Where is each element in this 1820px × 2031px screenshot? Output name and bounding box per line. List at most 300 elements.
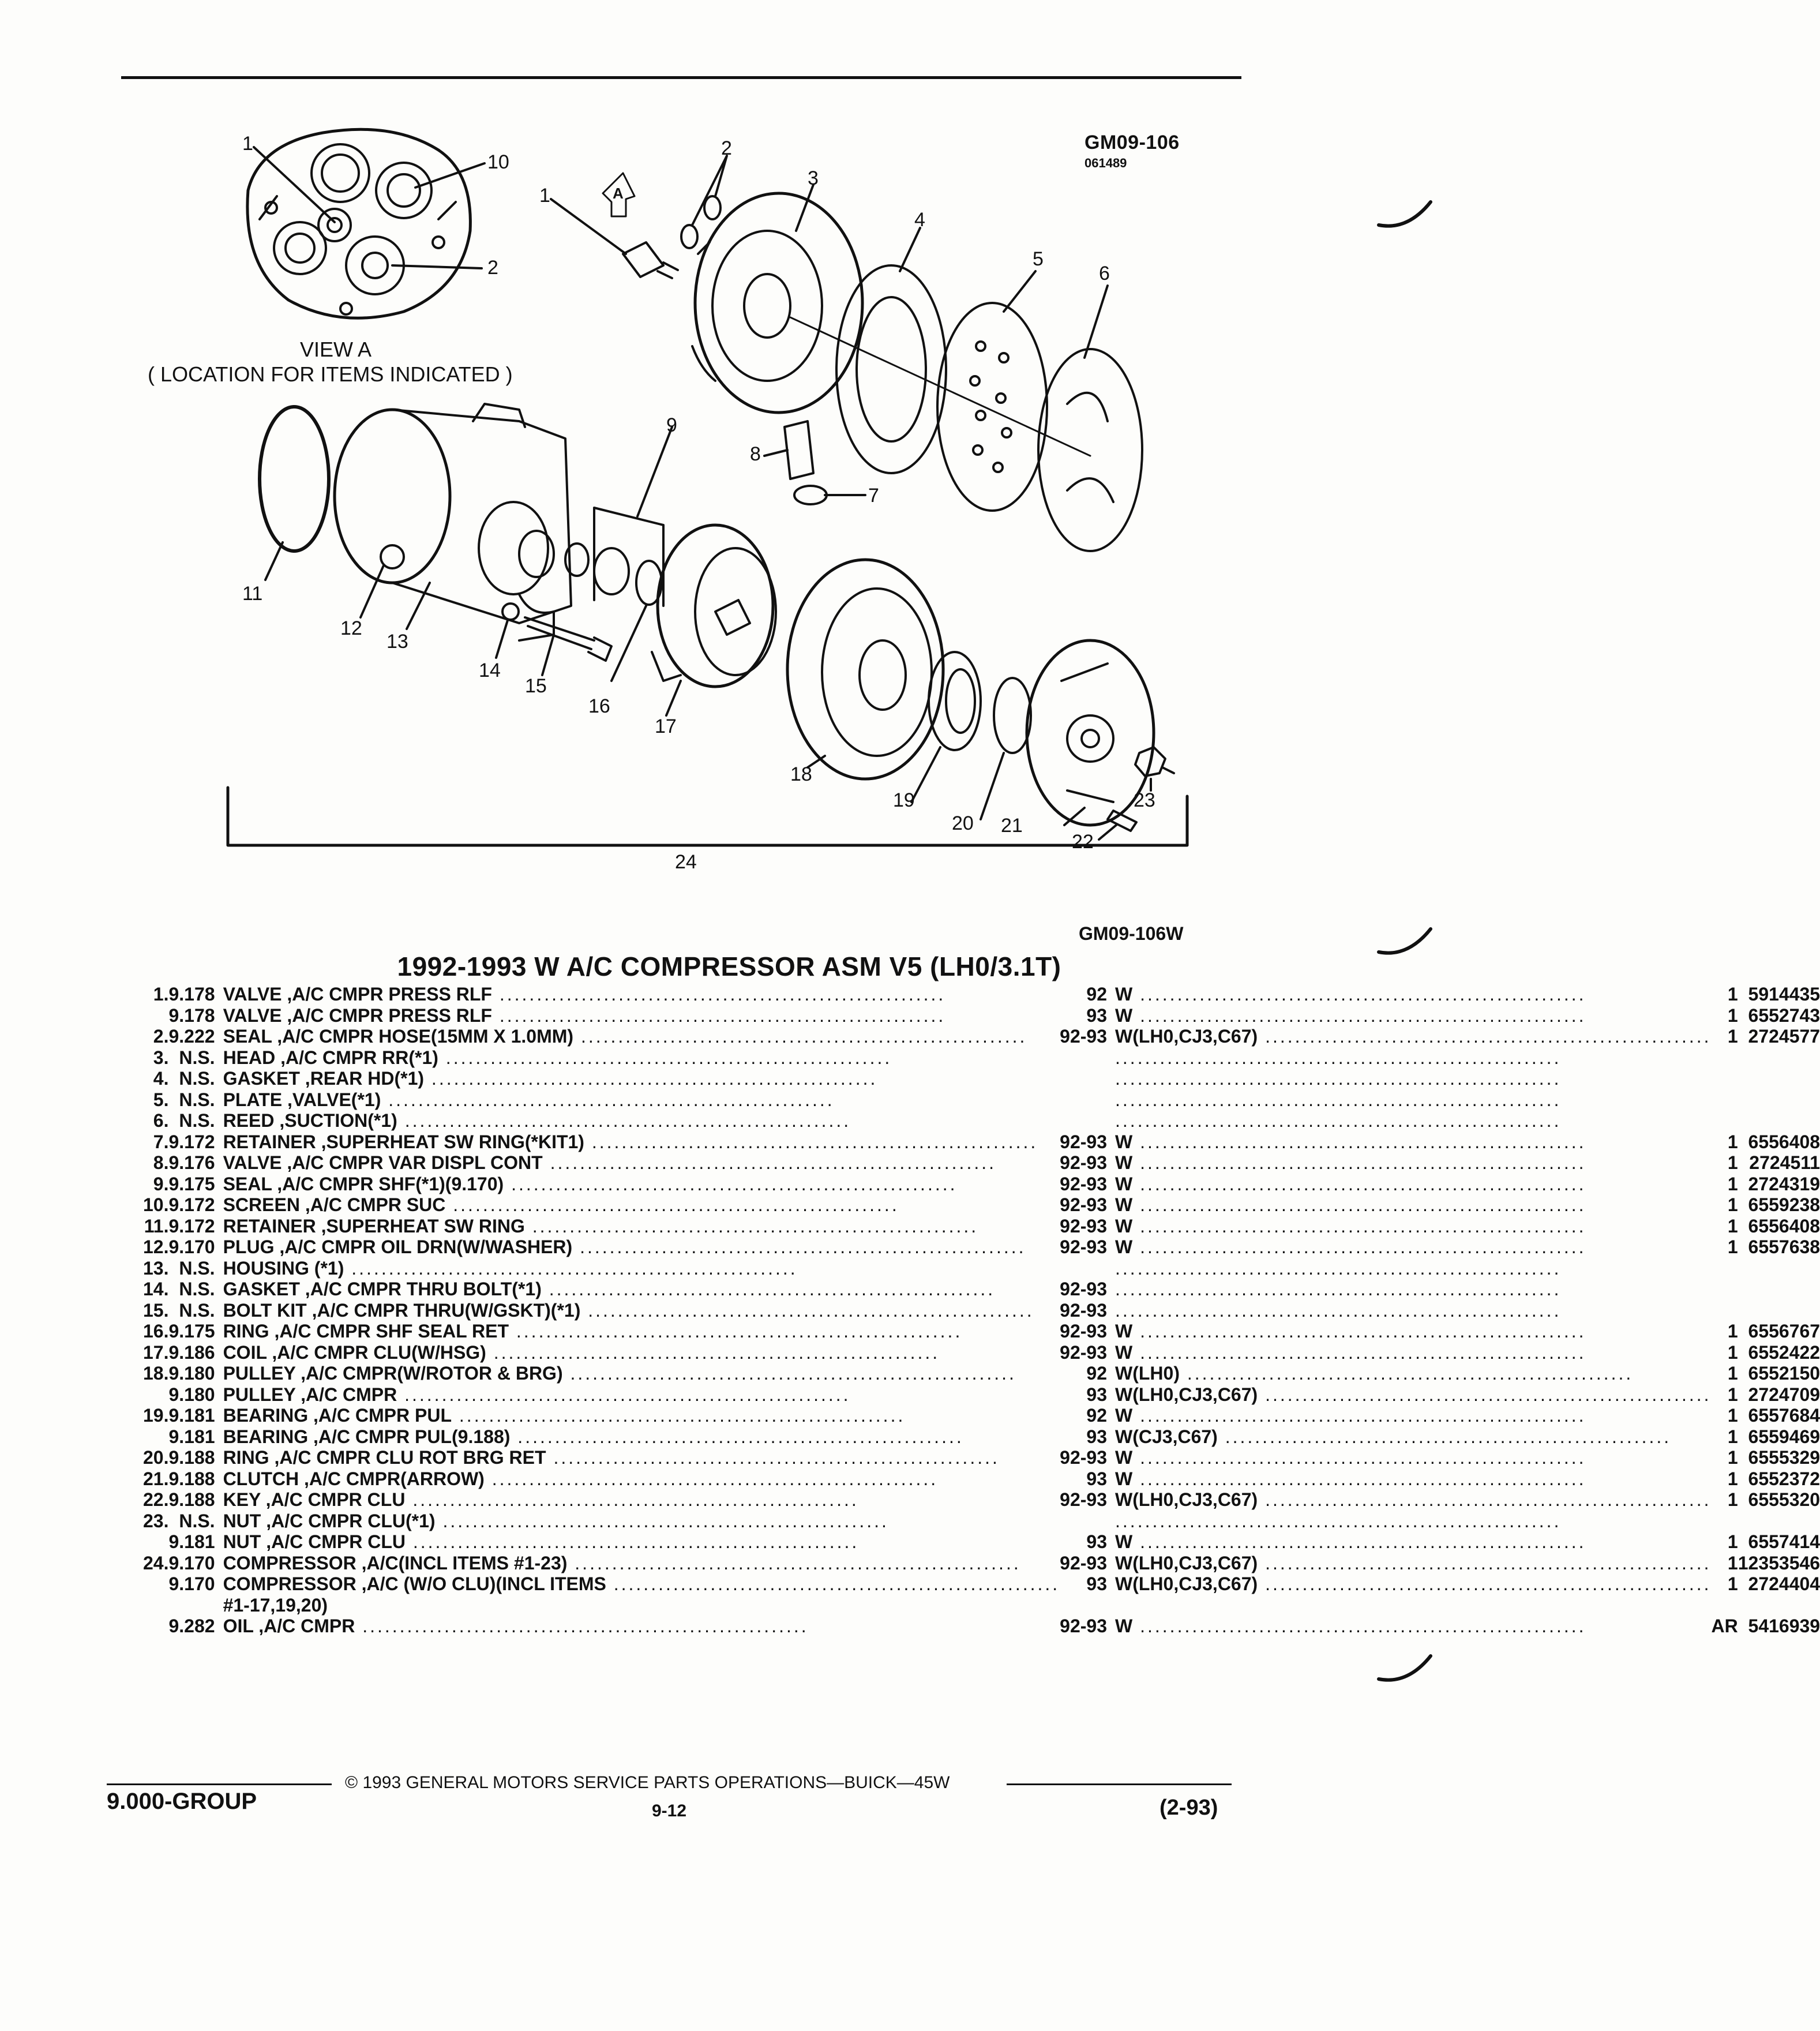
item-number-text: 16.	[143, 1321, 169, 1342]
item-number	[143, 1342, 168, 1363]
view-a-rear-head	[247, 129, 470, 318]
group-number-text: 9.176	[168, 1152, 215, 1174]
quantity	[1712, 1426, 1738, 1448]
parts-list-table	[143, 984, 1820, 1637]
part-description	[223, 1110, 1060, 1131]
item-number-text: 17.	[143, 1341, 169, 1363]
model-year	[1060, 1216, 1115, 1237]
part-number-text: 6559238	[1748, 1194, 1820, 1216]
quantity-text: 1	[1727, 1321, 1738, 1342]
part-number-text: 6556767	[1748, 1321, 1820, 1342]
group-number	[168, 1321, 223, 1342]
quantity	[1712, 1236, 1738, 1258]
item-number	[143, 1468, 168, 1490]
leader-9	[637, 427, 672, 516]
group-number	[168, 1468, 223, 1490]
part-description-text: CLUTCH ,A/C CMPR(ARROW)	[223, 1468, 485, 1489]
series-code-text: W	[1115, 1531, 1133, 1553]
item-number	[143, 1384, 168, 1406]
series-code-text: W	[1115, 1236, 1133, 1258]
quantity	[1712, 1595, 1738, 1616]
group-number	[168, 984, 223, 1005]
part-description	[223, 1616, 1060, 1637]
callout-4: 4	[914, 209, 925, 231]
callout-view-a-1: 1	[242, 133, 253, 155]
part-description-text: PLUG ,A/C CMPR OIL DRN(W/WASHER)	[223, 1236, 573, 1258]
part-number	[1738, 1089, 1820, 1111]
quantity	[1712, 1258, 1738, 1279]
part-description-text: RING ,A/C CMPR CLU ROT BRG RET	[223, 1447, 546, 1468]
dot-leader: ............................................................	[486, 1341, 940, 1363]
quantity	[1712, 1089, 1738, 1111]
dot-leader: ............................................................	[1132, 1152, 1586, 1174]
quantity	[1712, 1553, 1738, 1574]
part-number-text: 6555320	[1748, 1489, 1820, 1511]
group-number	[168, 1511, 223, 1532]
model-year	[1060, 1026, 1115, 1047]
dot-leader: ............................................................	[542, 1152, 996, 1174]
item-number-text: 1.	[153, 984, 169, 1005]
item-number-text: 15.	[143, 1299, 169, 1321]
item-number	[143, 1595, 168, 1616]
part-description	[223, 1279, 1060, 1300]
footer-group: 9.000-GROUP	[107, 1789, 257, 1814]
model-year	[1060, 1426, 1115, 1448]
control-valve-part	[785, 421, 813, 479]
item-number-text: 18.	[143, 1363, 169, 1384]
part-number	[1738, 1321, 1820, 1342]
quantity	[1712, 1489, 1738, 1511]
quantity-text: 1	[1727, 1152, 1738, 1174]
quantity	[1712, 1300, 1738, 1321]
item-number	[143, 1068, 168, 1089]
dot-leader: ............................................................	[1258, 1552, 1712, 1573]
model-year	[1060, 1236, 1115, 1258]
item-number-text: 19.	[143, 1405, 169, 1426]
dot-leader: ............................................................	[1132, 1616, 1586, 1637]
seal-part-b	[704, 196, 721, 219]
group-number	[168, 1047, 223, 1069]
model-year	[1060, 1258, 1115, 1279]
model-year-text: 92-93	[1060, 1152, 1108, 1174]
part-number	[1738, 1131, 1820, 1153]
model-year-text: 93	[1086, 1531, 1108, 1553]
series-code-text: W	[1115, 1215, 1133, 1236]
item-number-text: 21.	[143, 1468, 169, 1489]
group-number	[168, 1342, 223, 1363]
quantity	[1712, 1047, 1738, 1069]
part-number-text: 6552150	[1748, 1363, 1820, 1384]
group-number	[168, 1553, 223, 1574]
group-number-text: 9.170	[168, 1573, 215, 1595]
part-number	[1738, 1426, 1820, 1448]
part-row	[143, 1531, 1820, 1553]
exploded-view-illustration	[0, 0, 1458, 900]
part-description	[223, 1194, 1060, 1216]
series-code-text: W(LH0,CJ3,C67)	[1115, 1026, 1258, 1047]
quantity	[1712, 1174, 1738, 1195]
part-description-text: RING ,A/C CMPR SHF SEAL RET	[223, 1321, 509, 1342]
part-description-text: NUT ,A/C CMPR CLU(*1)	[223, 1510, 436, 1531]
dot-leader: ............................................................	[606, 1573, 1060, 1595]
part-number	[1738, 1216, 1820, 1237]
part-description	[223, 1553, 1060, 1574]
series-code-text: W	[1115, 984, 1133, 1005]
group-number-text: 9.170	[168, 1552, 215, 1573]
dot-leader: ............................................................	[1115, 1047, 1562, 1068]
dot-leader: ............................................................	[1132, 1005, 1586, 1026]
quantity-text: 1	[1727, 1341, 1738, 1363]
item-number-text: 11.	[144, 1215, 169, 1236]
item-number	[143, 1089, 168, 1111]
model-year	[1060, 1342, 1115, 1363]
part-description	[223, 1489, 1060, 1511]
part-number-text: 5416939	[1748, 1616, 1820, 1637]
callout-11: 11	[242, 583, 263, 605]
quantity-text: AR	[1711, 1616, 1738, 1637]
part-number	[1738, 1026, 1820, 1047]
model-year	[1060, 1174, 1115, 1195]
item-number	[143, 1300, 168, 1321]
model-year	[1060, 1363, 1115, 1384]
model-year	[1060, 1447, 1115, 1468]
quantity	[1712, 1321, 1738, 1342]
part-number	[1738, 1384, 1820, 1406]
quantity-text: 1	[1727, 1447, 1738, 1468]
group-number	[168, 1531, 223, 1553]
part-number-text: 6552422	[1748, 1341, 1820, 1363]
group-number-text: N.S.	[179, 1110, 215, 1131]
compressor-housing-part	[335, 404, 571, 640]
footer-rule-left	[107, 1783, 332, 1785]
dot-leader: ............................................................	[1258, 1573, 1712, 1595]
part-description-text: NUT ,A/C CMPR CLU	[223, 1531, 406, 1553]
dot-leader: ............................................................	[1132, 984, 1586, 1005]
leader-22	[1099, 825, 1116, 840]
part-description-text: REED ,SUCTION(*1)	[223, 1110, 397, 1131]
quantity-text: 1	[1727, 1531, 1738, 1553]
quantity	[1712, 1152, 1738, 1174]
leader-11	[265, 542, 283, 580]
part-description	[223, 1258, 1060, 1279]
part-row	[143, 1342, 1820, 1363]
leader-va2	[392, 265, 482, 268]
part-number	[1738, 984, 1820, 1005]
model-year	[1060, 1005, 1115, 1026]
item-number-text: 7.	[153, 1131, 169, 1152]
callout-3: 3	[808, 167, 819, 189]
group-number-text: 9.175	[168, 1173, 215, 1194]
footer-copyright: © 1993 GENERAL MOTORS SERVICE PARTS OPERATIONS—BUICK—45W	[345, 1773, 950, 1792]
part-number	[1738, 1616, 1820, 1637]
quantity	[1712, 1216, 1738, 1237]
leader-8	[764, 450, 787, 456]
model-year	[1060, 1553, 1115, 1574]
dot-leader: ............................................................	[491, 1005, 946, 1026]
dot-leader: ............................................................	[397, 1110, 851, 1131]
item-number	[143, 1573, 168, 1595]
part-row	[143, 1616, 1820, 1637]
callout-16: 16	[588, 695, 610, 717]
series-code-text: W(LH0,CJ3,C67)	[1115, 1573, 1258, 1595]
item-number	[143, 1236, 168, 1258]
item-number	[143, 1110, 168, 1131]
model-year-text: 93	[1086, 1468, 1108, 1489]
group-number	[168, 1131, 223, 1153]
quantity-text: 1	[1727, 1573, 1738, 1595]
model-year-text: 92-93	[1060, 1552, 1108, 1573]
dot-leader: ............................................................	[1132, 1468, 1586, 1489]
view-a-arrow-letter: A	[613, 185, 624, 202]
item-number-text: 20.	[143, 1447, 169, 1468]
part-description-text: SEAL ,A/C CMPR SHF(*1)(9.170)	[223, 1173, 504, 1194]
dot-leader: ............................................................	[1115, 1257, 1562, 1279]
part-row	[143, 1573, 1820, 1595]
dot-leader: ............................................................	[445, 1194, 899, 1216]
item-number-text: 10.	[143, 1194, 169, 1216]
quantity	[1712, 1194, 1738, 1216]
dot-leader: ............................................................	[1115, 1110, 1562, 1131]
model-year	[1060, 1489, 1115, 1511]
part-number-text: 6552372	[1748, 1468, 1820, 1489]
part-number	[1738, 1110, 1820, 1131]
callout-13: 13	[386, 631, 408, 653]
part-description	[223, 1174, 1060, 1195]
model-year-text: 92-93	[1060, 1215, 1108, 1236]
part-description	[223, 1405, 1060, 1426]
series-code-text: W	[1115, 1405, 1133, 1426]
quantity-text: 1	[1727, 1194, 1738, 1216]
quantity	[1712, 984, 1738, 1005]
series-code-text: W	[1115, 1468, 1133, 1489]
figure-code: GM09-106	[1085, 132, 1180, 153]
dot-leader: ............................................................	[1132, 1215, 1586, 1236]
model-year-text: 92	[1086, 1363, 1108, 1384]
model-year-text: 92-93	[1060, 1026, 1108, 1047]
dot-leader: ............................................................	[509, 1321, 963, 1342]
group-number-text: 9.172	[168, 1194, 215, 1216]
part-row	[143, 1405, 1820, 1426]
part-row	[143, 1300, 1820, 1321]
quantity-text: 1	[1727, 1489, 1738, 1511]
part-number-text: 2724319	[1748, 1173, 1820, 1194]
model-year	[1060, 1279, 1115, 1300]
group-number	[168, 1405, 223, 1426]
model-year-text: 93	[1086, 1005, 1108, 1026]
dot-leader: ............................................................	[1115, 1279, 1562, 1300]
part-number	[1738, 1405, 1820, 1426]
model-year-text: 93	[1086, 1426, 1108, 1447]
item-number	[143, 1026, 168, 1047]
dot-leader: ............................................................	[546, 1447, 1000, 1468]
part-description-text: BEARING ,A/C CMPR PUL	[223, 1405, 452, 1426]
part-number	[1738, 1194, 1820, 1216]
dot-leader: ............................................................	[572, 1236, 1026, 1258]
part-description-text: BOLT KIT ,A/C CMPR THRU(W/GSKT)(*1)	[223, 1299, 581, 1321]
dot-leader: ............................................................	[424, 1068, 878, 1089]
dot-leader: ............................................................	[1132, 1447, 1586, 1468]
part-number-text: 2724511	[1749, 1152, 1820, 1174]
dot-leader: ............................................................	[567, 1552, 1021, 1573]
quantity-text: 1	[1727, 1552, 1738, 1573]
model-year	[1060, 1068, 1115, 1089]
leader-17	[666, 681, 681, 715]
bearing-ring-part	[994, 678, 1031, 753]
leader-20	[981, 753, 1004, 819]
clutch-coil-part	[652, 525, 776, 687]
quantity	[1712, 1131, 1738, 1153]
dot-leader: ............................................................	[405, 1489, 859, 1511]
part-description-text: GASKET ,A/C CMPR THRU BOLT(*1)	[223, 1279, 542, 1300]
part-description-text: VALVE ,A/C CMPR PRESS RLF	[223, 984, 492, 1005]
group-number	[168, 1005, 223, 1026]
callout-12: 12	[340, 617, 362, 639]
model-year	[1060, 1131, 1115, 1153]
part-number-text: 6557684	[1748, 1405, 1820, 1426]
group-number-text: N.S.	[179, 1257, 215, 1279]
leader-2	[692, 156, 727, 225]
model-year	[1060, 1047, 1115, 1069]
quantity	[1712, 1447, 1738, 1468]
part-number-text: 6556408	[1748, 1131, 1820, 1152]
part-row	[143, 1363, 1820, 1384]
series-code-text: W(CJ3,C67)	[1115, 1426, 1218, 1447]
item-number-text: 14.	[143, 1279, 169, 1300]
part-row	[143, 1152, 1820, 1174]
item-number	[143, 1321, 168, 1342]
series-code-text: W	[1115, 1321, 1133, 1342]
quantity-text: 1	[1727, 1384, 1738, 1405]
group-number	[168, 1573, 223, 1595]
callout-5: 5	[1033, 248, 1044, 270]
model-year-text: 93	[1086, 1573, 1108, 1595]
series-code-text: W	[1115, 1194, 1133, 1216]
dot-leader: ............................................................	[541, 1279, 996, 1300]
item-number	[143, 1489, 168, 1511]
item-number	[143, 1447, 168, 1468]
callout-1: 1	[539, 185, 550, 207]
dot-leader: ............................................................	[1115, 1510, 1562, 1531]
footer-date: (2-93)	[1159, 1796, 1218, 1820]
part-row	[143, 1089, 1820, 1111]
series-code-text: W	[1115, 1616, 1133, 1637]
series-code-text: W(LH0)	[1115, 1363, 1180, 1384]
part-number	[1738, 1531, 1820, 1553]
group-number	[168, 1595, 223, 1616]
part-row	[143, 1553, 1820, 1574]
model-year	[1060, 984, 1115, 1005]
part-number	[1738, 1489, 1820, 1511]
figure-date-code: 061489	[1085, 156, 1127, 170]
item-number	[143, 1258, 168, 1279]
dot-leader: ............................................................	[344, 1257, 798, 1279]
seal-part-a	[681, 225, 697, 248]
quantity-text: 1	[1727, 1215, 1738, 1236]
leader-14	[496, 620, 508, 658]
group-number	[168, 1426, 223, 1448]
model-year-text: 92-93	[1060, 1299, 1108, 1321]
quantity-text: 1	[1727, 1026, 1738, 1047]
part-row	[143, 1489, 1820, 1511]
part-description	[223, 1426, 1060, 1448]
group-number	[168, 1279, 223, 1300]
model-year	[1060, 1531, 1115, 1553]
quantity	[1712, 1511, 1738, 1532]
dot-leader: ............................................................	[580, 1299, 1034, 1321]
part-description-text: HEAD ,A/C CMPR RR(*1)	[223, 1047, 438, 1068]
part-description-text: SEAL ,A/C CMPR HOSE(15MM X 1.0MM)	[223, 1026, 574, 1047]
group-number	[168, 1447, 223, 1468]
dot-leader: ............................................................	[355, 1616, 809, 1637]
group-number	[168, 1236, 223, 1258]
series-code-text: W	[1115, 1152, 1133, 1174]
part-number	[1738, 1468, 1820, 1490]
part-row	[143, 1236, 1820, 1258]
callout-view-a-2: 2	[487, 257, 498, 279]
part-number	[1738, 1068, 1820, 1089]
group-number-text: 9.282	[168, 1616, 215, 1637]
series-code-text: W	[1115, 1447, 1133, 1468]
part-number	[1738, 1047, 1820, 1069]
retainer-ring-part	[794, 486, 827, 504]
quantity	[1712, 1531, 1738, 1553]
model-year-text: 92-93	[1060, 1321, 1108, 1342]
quantity-text: 1	[1727, 1173, 1738, 1194]
part-description-text: BEARING ,A/C CMPR PUL(9.188)	[223, 1426, 511, 1447]
group-number	[168, 1089, 223, 1111]
callout-21: 21	[1001, 815, 1023, 837]
series-code-text: W	[1115, 1173, 1133, 1194]
group-number-text: 9.181	[168, 1405, 215, 1426]
dot-leader: ............................................................	[1132, 1173, 1586, 1194]
valve-plate-part	[937, 303, 1047, 511]
group-number-text: N.S.	[179, 1089, 215, 1110]
quantity-text: 1	[1727, 1005, 1738, 1026]
part-number-text: 2724404	[1748, 1573, 1820, 1595]
part-description	[223, 1531, 1060, 1553]
part-description-text: RETAINER ,SUPERHEAT SW RING(*KIT1)	[223, 1131, 584, 1152]
part-row	[143, 1595, 1820, 1616]
item-number-text: 9.	[153, 1173, 169, 1194]
item-number-text: 4.	[153, 1068, 169, 1089]
group-number-text: N.S.	[179, 1068, 215, 1089]
dot-leader: ............................................................	[1217, 1426, 1672, 1447]
model-year	[1060, 1300, 1115, 1321]
part-description	[223, 1005, 1060, 1026]
item-number-text: 12.	[143, 1236, 169, 1258]
figure-reference-code: GM09-106W	[1079, 923, 1184, 944]
dot-leader: ............................................................	[484, 1468, 939, 1489]
quantity	[1712, 1110, 1738, 1131]
part-description	[223, 1595, 1060, 1616]
quantity	[1712, 1363, 1738, 1384]
part-number-text: 6557414	[1748, 1531, 1820, 1553]
view-a-subtitle: ( LOCATION FOR ITEMS INDICATED )	[148, 362, 513, 386]
part-description-text: COMPRESSOR ,A/C(INCL ITEMS #1-23)	[223, 1552, 568, 1573]
model-year-text: 93	[1086, 1384, 1108, 1405]
part-row	[143, 1216, 1820, 1237]
series-code-text: W(LH0,CJ3,C67)	[1115, 1552, 1258, 1573]
leader-4	[900, 228, 920, 271]
quantity	[1712, 1026, 1738, 1047]
part-row	[143, 1131, 1820, 1153]
group-number-text: 9.180	[168, 1384, 215, 1405]
part-description	[223, 1363, 1060, 1384]
quantity-text: 1	[1727, 1426, 1738, 1447]
group-number-text: 9.222	[168, 1026, 215, 1047]
part-row	[143, 1174, 1820, 1195]
dot-leader: ............................................................	[1132, 1194, 1586, 1216]
